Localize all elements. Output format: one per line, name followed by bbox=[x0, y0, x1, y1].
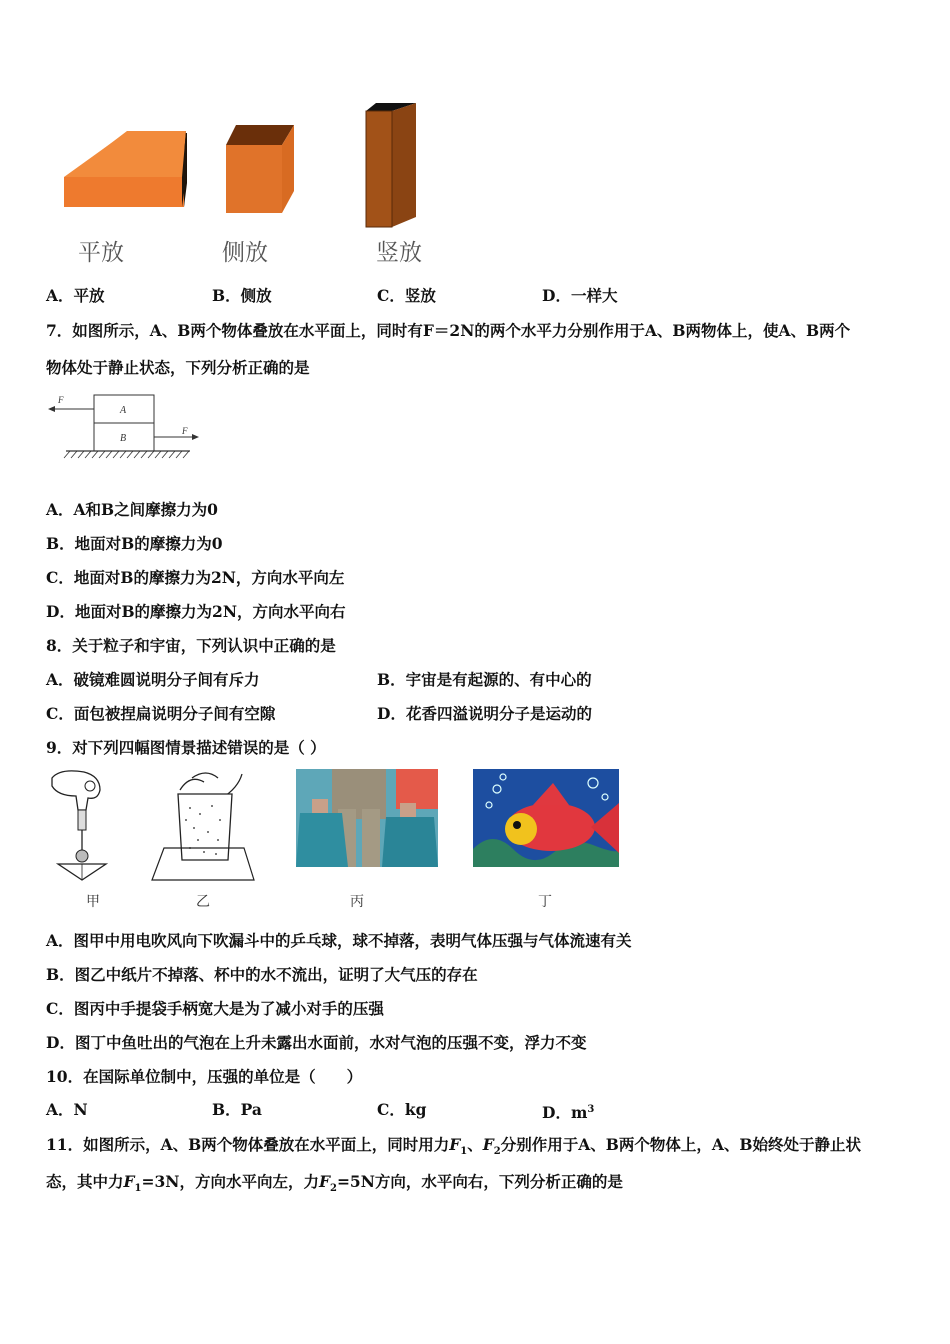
brick-side bbox=[226, 125, 294, 213]
q10-option-b[interactable]: B．Pa bbox=[212, 1100, 262, 1119]
q7-option-c[interactable]: C．地面对B的摩擦力为2N，方向水平向左 bbox=[46, 568, 345, 587]
caption-yi: 乙 bbox=[196, 894, 210, 910]
q6-option-c[interactable]: C．竖放 bbox=[377, 286, 436, 305]
figure-ding-fish bbox=[473, 769, 619, 867]
caption-upright: 竖放 bbox=[376, 240, 422, 266]
caption-jia: 甲 bbox=[86, 894, 100, 910]
q8-option-d[interactable]: D．花香四溢说明分子是运动的 bbox=[377, 704, 592, 723]
block-label-b: B bbox=[120, 433, 127, 444]
q7-option-b[interactable]: B．地面对B的摩擦力为0 bbox=[46, 534, 223, 553]
q10-stem: 10．在国际单位制中，压强的单位是（ ） bbox=[46, 1067, 363, 1086]
q6-option-d[interactable]: D．一样大 bbox=[542, 286, 618, 305]
q7-option-a[interactable]: A．A和B之间摩擦力为0 bbox=[46, 500, 218, 519]
q7-stacked-blocks-figure bbox=[44, 390, 204, 465]
q10-option-d-text: D．m bbox=[542, 1103, 588, 1123]
force-label-left: F bbox=[58, 395, 64, 405]
brick-flat-shape bbox=[64, 131, 186, 207]
figure-jia-hairdryer bbox=[44, 768, 124, 884]
q10-option-d-exponent: 3 bbox=[587, 1104, 595, 1115]
figure-yi-inverted-cup bbox=[150, 768, 260, 884]
brick-upright bbox=[366, 103, 416, 227]
q11-stem-line1: 11．如图所示，A、B两个物体叠放在水平面上，同时用力$F_1$、$F_2$分别作用于A、B两个物体上，A、B始终处于静止状 bbox=[46, 1135, 861, 1158]
brick-orientation-figure bbox=[50, 95, 450, 235]
caption-side: 侧放 bbox=[222, 240, 268, 266]
q9-option-c[interactable]: C．图丙中手提袋手柄宽大是为了减小对手的压强 bbox=[46, 999, 384, 1018]
q9-option-d[interactable]: D．图丁中鱼吐出的气泡在上升未露出水面前，水对气泡的压强不变，浮力不变 bbox=[46, 1033, 587, 1052]
q8-option-c[interactable]: C．面包被捏扁说明分子间有空隙 bbox=[46, 704, 276, 723]
q8-option-b[interactable]: B．宇宙是有起源的、有中心的 bbox=[377, 670, 592, 689]
q9-option-b[interactable]: B．图乙中纸片不掉落、杯中的水不流出，证明了大气压的存在 bbox=[46, 965, 478, 984]
q6-option-b[interactable]: B．侧放 bbox=[212, 286, 272, 305]
q10-option-d[interactable] bbox=[542, 1100, 594, 1123]
force-label-right: F bbox=[182, 426, 188, 436]
caption-flat: 平放 bbox=[78, 240, 124, 266]
caption-ding: 丁 bbox=[538, 894, 552, 910]
block-label-a: A bbox=[120, 405, 127, 416]
q6-option-a[interactable]: A．平放 bbox=[46, 286, 105, 305]
q10-option-a[interactable]: A．N bbox=[46, 1100, 88, 1119]
q7-stem-line2: 物体处于静止状态，下列分析正确的是 bbox=[46, 358, 310, 377]
q10-option-c[interactable]: C．kg bbox=[377, 1100, 427, 1119]
q7-option-d[interactable]: D．地面对B的摩擦力为2N，方向水平向右 bbox=[46, 602, 346, 621]
q8-option-a[interactable]: A．破镜难圆说明分子间有斥力 bbox=[46, 670, 260, 689]
q11-stem-line2: 态，其中力$F_1=3N$，方向水平向左，力$F_2=5N$方向，水平向右，下列分析正确的是 bbox=[46, 1172, 623, 1195]
q9-option-a[interactable]: A．图甲中用电吹风向下吹漏斗中的乒乓球，球不掉落，表明气体压强与气体流速有关 bbox=[46, 931, 632, 950]
q8-stem: 8．关于粒子和宇宙，下列认识中正确的是 bbox=[46, 636, 336, 655]
caption-bing: 丙 bbox=[350, 894, 364, 910]
q7-stem-line1: 7．如图所示，A、B两个物体叠放在水平面上，同时有F＝2N的两个水平力分别作用于A、B两物体上，使A、B两个 bbox=[46, 321, 851, 340]
q9-stem: 9．对下列四幅图情景描述错误的是（ ） bbox=[46, 738, 326, 757]
figure-bing-shopping-bags bbox=[296, 769, 438, 867]
